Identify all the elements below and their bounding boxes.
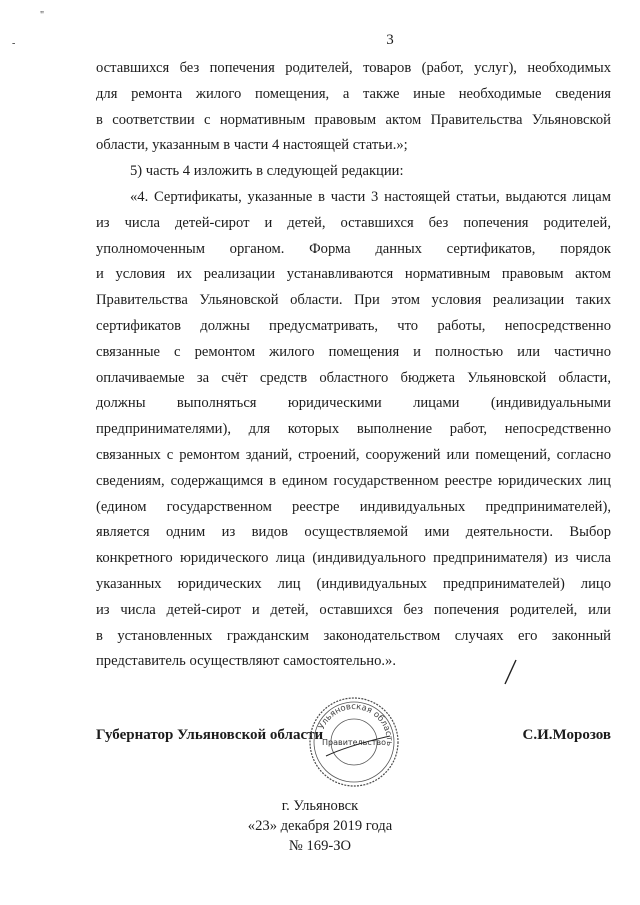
text-line: из числа детей-сирот и детей, оставшихся без попечения родителей,: [96, 214, 611, 231]
text-line: и условия их реализации устанавливаются нормативным правовым актом: [96, 266, 611, 283]
text-line: должны выполняться юридическими лицами (индивидуальными: [96, 395, 611, 412]
footer-law-number: № 169-ЗО: [288, 838, 352, 854]
text-line: для ремонта жилого помещения, а также иные необходимые сведения: [96, 85, 611, 102]
document-body: [96, 56, 611, 675]
text-line: уполномоченным органом. Форма данных сертификатов, порядок: [96, 240, 611, 257]
official-seal: [308, 696, 400, 788]
signatory-name: С.И.Морозов: [522, 727, 611, 743]
text-line: в соответствии с нормативным правовым актом Правительства Ульяновской: [96, 111, 611, 128]
seal-center-text: Правительство: [322, 738, 386, 747]
text-line: сертификатов должны предусматривать, что работы, непосредственно: [96, 317, 611, 334]
text-line: в установленных гражданским законодательством случаях его законный: [96, 627, 611, 644]
signatory-position: Губернатор Ульяновской области: [96, 727, 324, 743]
text-line: (едином государственном реестре индивидуальных предпринимателей),: [96, 498, 611, 515]
text-line: является одним из видов осуществляемой ими деятельности. Выбор: [96, 524, 611, 541]
handwritten-mark: [500, 658, 520, 688]
text-line: предпринимателями), для которых выполнение работ, непосредственно: [96, 421, 611, 438]
text-line: из числа детей-сирот и детей, оставшихся без попечения родителей, или: [96, 601, 611, 618]
seal-ring-text: Ульяновская область: [316, 701, 395, 747]
text-line: связанных с ремонтом зданий, строений, сооружений или помещений, согласно: [96, 446, 611, 463]
text-line: представитель осуществляют самостоятельно.».: [96, 653, 396, 670]
text-line: «4. Сертификаты, указанные в части 3 настоящей статьи, выдаются лицам: [130, 188, 611, 205]
page-number: 3: [386, 32, 394, 48]
text-line: области, указанным в части 4 настоящей статьи.»;: [96, 137, 408, 154]
text-line: конкретного юридического лица (индивидуального предпринимателя) из числа: [96, 550, 611, 567]
footer-date: «23» декабря 2019 года: [247, 818, 393, 834]
text-line: Правительства Ульяновской области. При этом условия реализации таких: [96, 292, 611, 309]
text-line: 5) часть 4 изложить в следующей редакции:: [130, 163, 404, 180]
text-line: оплачиваемые за счёт средств областного бюджета Ульяновской области,: [96, 369, 611, 386]
scan-mark: -: [12, 38, 16, 49]
text-line: оставшихся без попечения родителей, товаров (работ, услуг), необходимых: [96, 60, 611, 76]
text-line: указанных юридических лиц (индивидуальных предпринимателей) лицо: [96, 575, 611, 592]
footer-city: г. Ульяновск: [281, 798, 359, 814]
text-line: связанные с ремонтом жилого помещения и полностью или частично: [96, 343, 611, 360]
text-line: сведениям, содержащимся в едином государственном реестре юридических лиц: [96, 472, 611, 489]
scan-mark: ": [40, 10, 45, 21]
